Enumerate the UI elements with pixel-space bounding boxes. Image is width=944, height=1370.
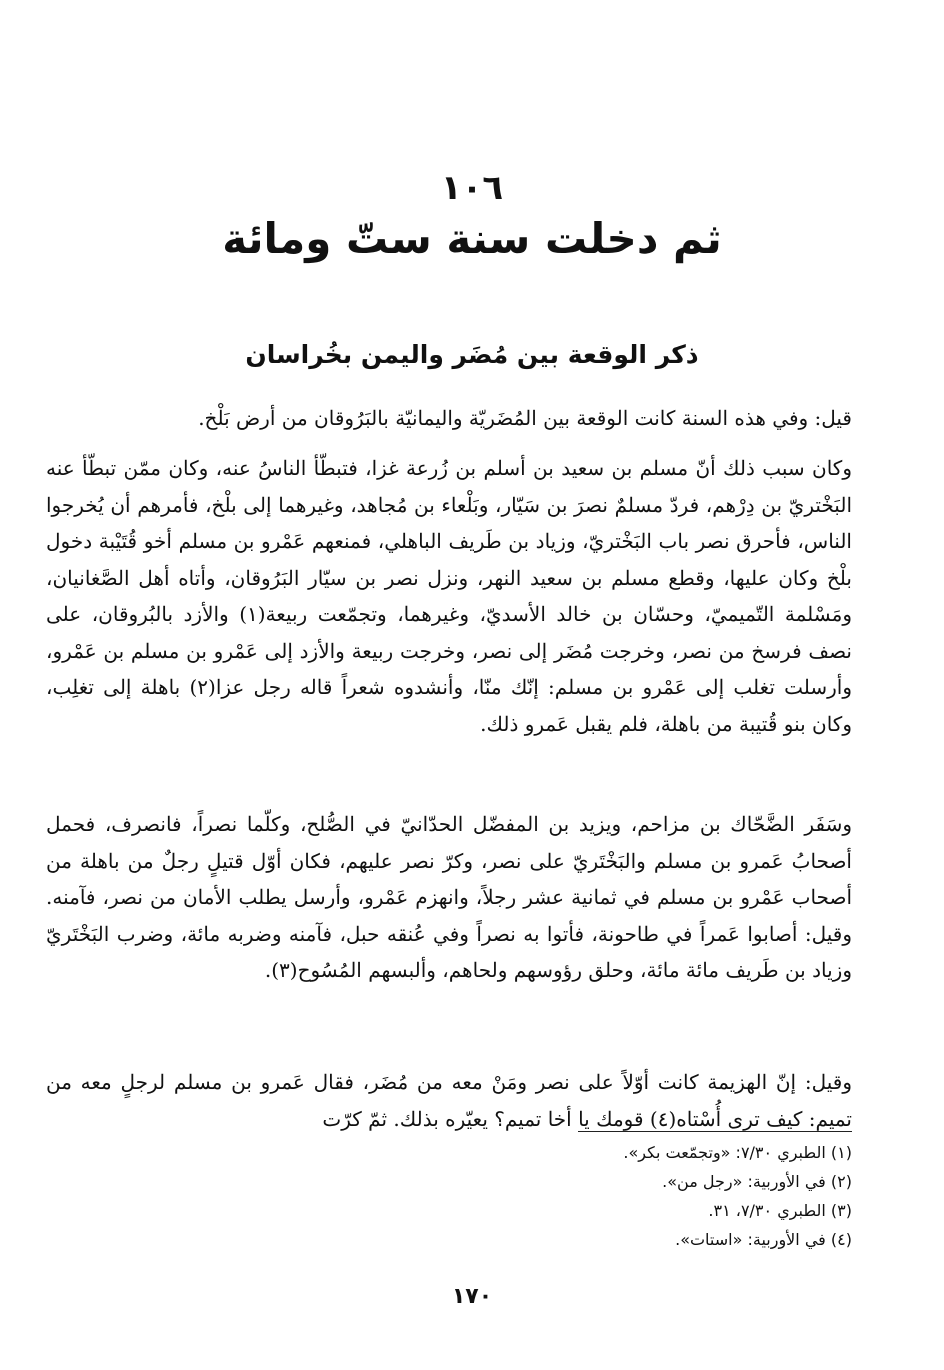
footnote-2: (٢) في الأوربية: «رجل من». (662, 1172, 852, 1191)
footnote-divider (578, 1131, 852, 1132)
section-heading: ذكر الوقعة بين مُضَر واليمن بخُراسان (245, 340, 699, 369)
chapter-title: ثم دخلت سنة ستّ ومائة (222, 214, 722, 263)
paragraph-1 (46, 400, 852, 437)
footnotes (300, 1138, 852, 1254)
paragraph-2 (46, 450, 852, 742)
year-number: ١٠٦ (440, 168, 504, 208)
paragraph-text: وكان سبب ذلك أنّ مسلم بن سعيد بن أسلم بن زُرعة غزا، فتبطّأ الناسُ عنه، وكان ممّن تبطّأ عنه البَخْتريّ بن دِرْهم، فردّ مسلمٌ نصرَ بن سَيّار، وبَلْعاء بن مُجاهد، وغيرهما إلى بلْخ، فأمرهم أن يُخرجوا الناس، فأحرق نصر باب البَخْتريّ، وزياد بن طَريف الباهلي، فمنعهم عَمْرو بن مسلم أخو قُتَيْبة دخول بلْخ وكان عليها، وقطع مسلم بن سعيد النهر، ونزل نصر بن سيّار البَرُوقان، وأتاه أهل الصَّغانيان، ومَسْلمة التّميميّ، وحسّان بن خالد الأسديّ، وغيرهما، وتجمّعت ربيعة(١) والأزد بالبُروقان، على نصف فرسخ من نصر، وخرجت مُضَر إلى نصر، وخرجت ربيعة والأزد إلى عَمْرو بن مسلم بن عَمْرو، وأرسلت تغلب إلى عَمْرو بن مسلم: إنّك منّا، وأنشدوه شعراً قاله رجل عزا(٢) باهلة إلى تغلِب، وكان بنو قُتيبة من باهلة، فلم يقبل عَمرو ذلك. (46, 456, 852, 736)
footnote-4: (٤) في الأوربية: «استات». (675, 1230, 852, 1249)
paragraph-text: وقيل: إنّ الهزيمة كانت أوّلاً على نصر ومَنْ معه من مُضَر، فقال عَمرو بن مسلم لرجلٍ معه من تميم: كيف ترى أُسْتاه(٤) قومك يا أخا تميم؟ يعيّره بذلك. ثمّ كرّت (46, 1070, 852, 1131)
paragraph-text: وسَفَر الضَّحّاك بن مزاحم، ويزيد بن المفضّل الحدّانيّ في الصُّلح، وكلّما نصراً، فانصرف، فحمل أصحابُ عَمرو بن مسلم والبَخْتَريّ على نصر، وكرّ نصر عليهم، فكان أوّل قتيلٍ رجلٌ من باهلة من أصحاب عَمْرو بن مسلم في ثمانية عشر رجلاً، وانهزم عَمْرو، وأرسل يطلب الأمان من نصر، فآمنه. وقيل: أصابوا عَمراً في طاحونة، فأتوا به نصراً وفي عُنقه حبل، فآمنه وضربه مائة، وضرب البَخْتَريّ وزياد بن طَريف مائة مائة، وحلق رؤوسهم ولحاهم، وألبسهم المُسُوح(٣). (46, 812, 853, 982)
paragraph-4 (46, 1064, 852, 1137)
page-number: ١٧٠ (451, 1284, 493, 1309)
paragraph-text: قيل: وفي هذه السنة كانت الوقعة بين المُضَريّة واليمانيّة بالبَرُوقان من أرض بَلْخ. (198, 406, 852, 430)
footnote-1: (١) الطبري ٧/٣٠: «وتجمّعت بكر». (623, 1143, 852, 1162)
paragraph-3 (46, 806, 852, 989)
footnote-3: (٣) الطبري ٧/٣٠، ٣١. (708, 1201, 852, 1220)
